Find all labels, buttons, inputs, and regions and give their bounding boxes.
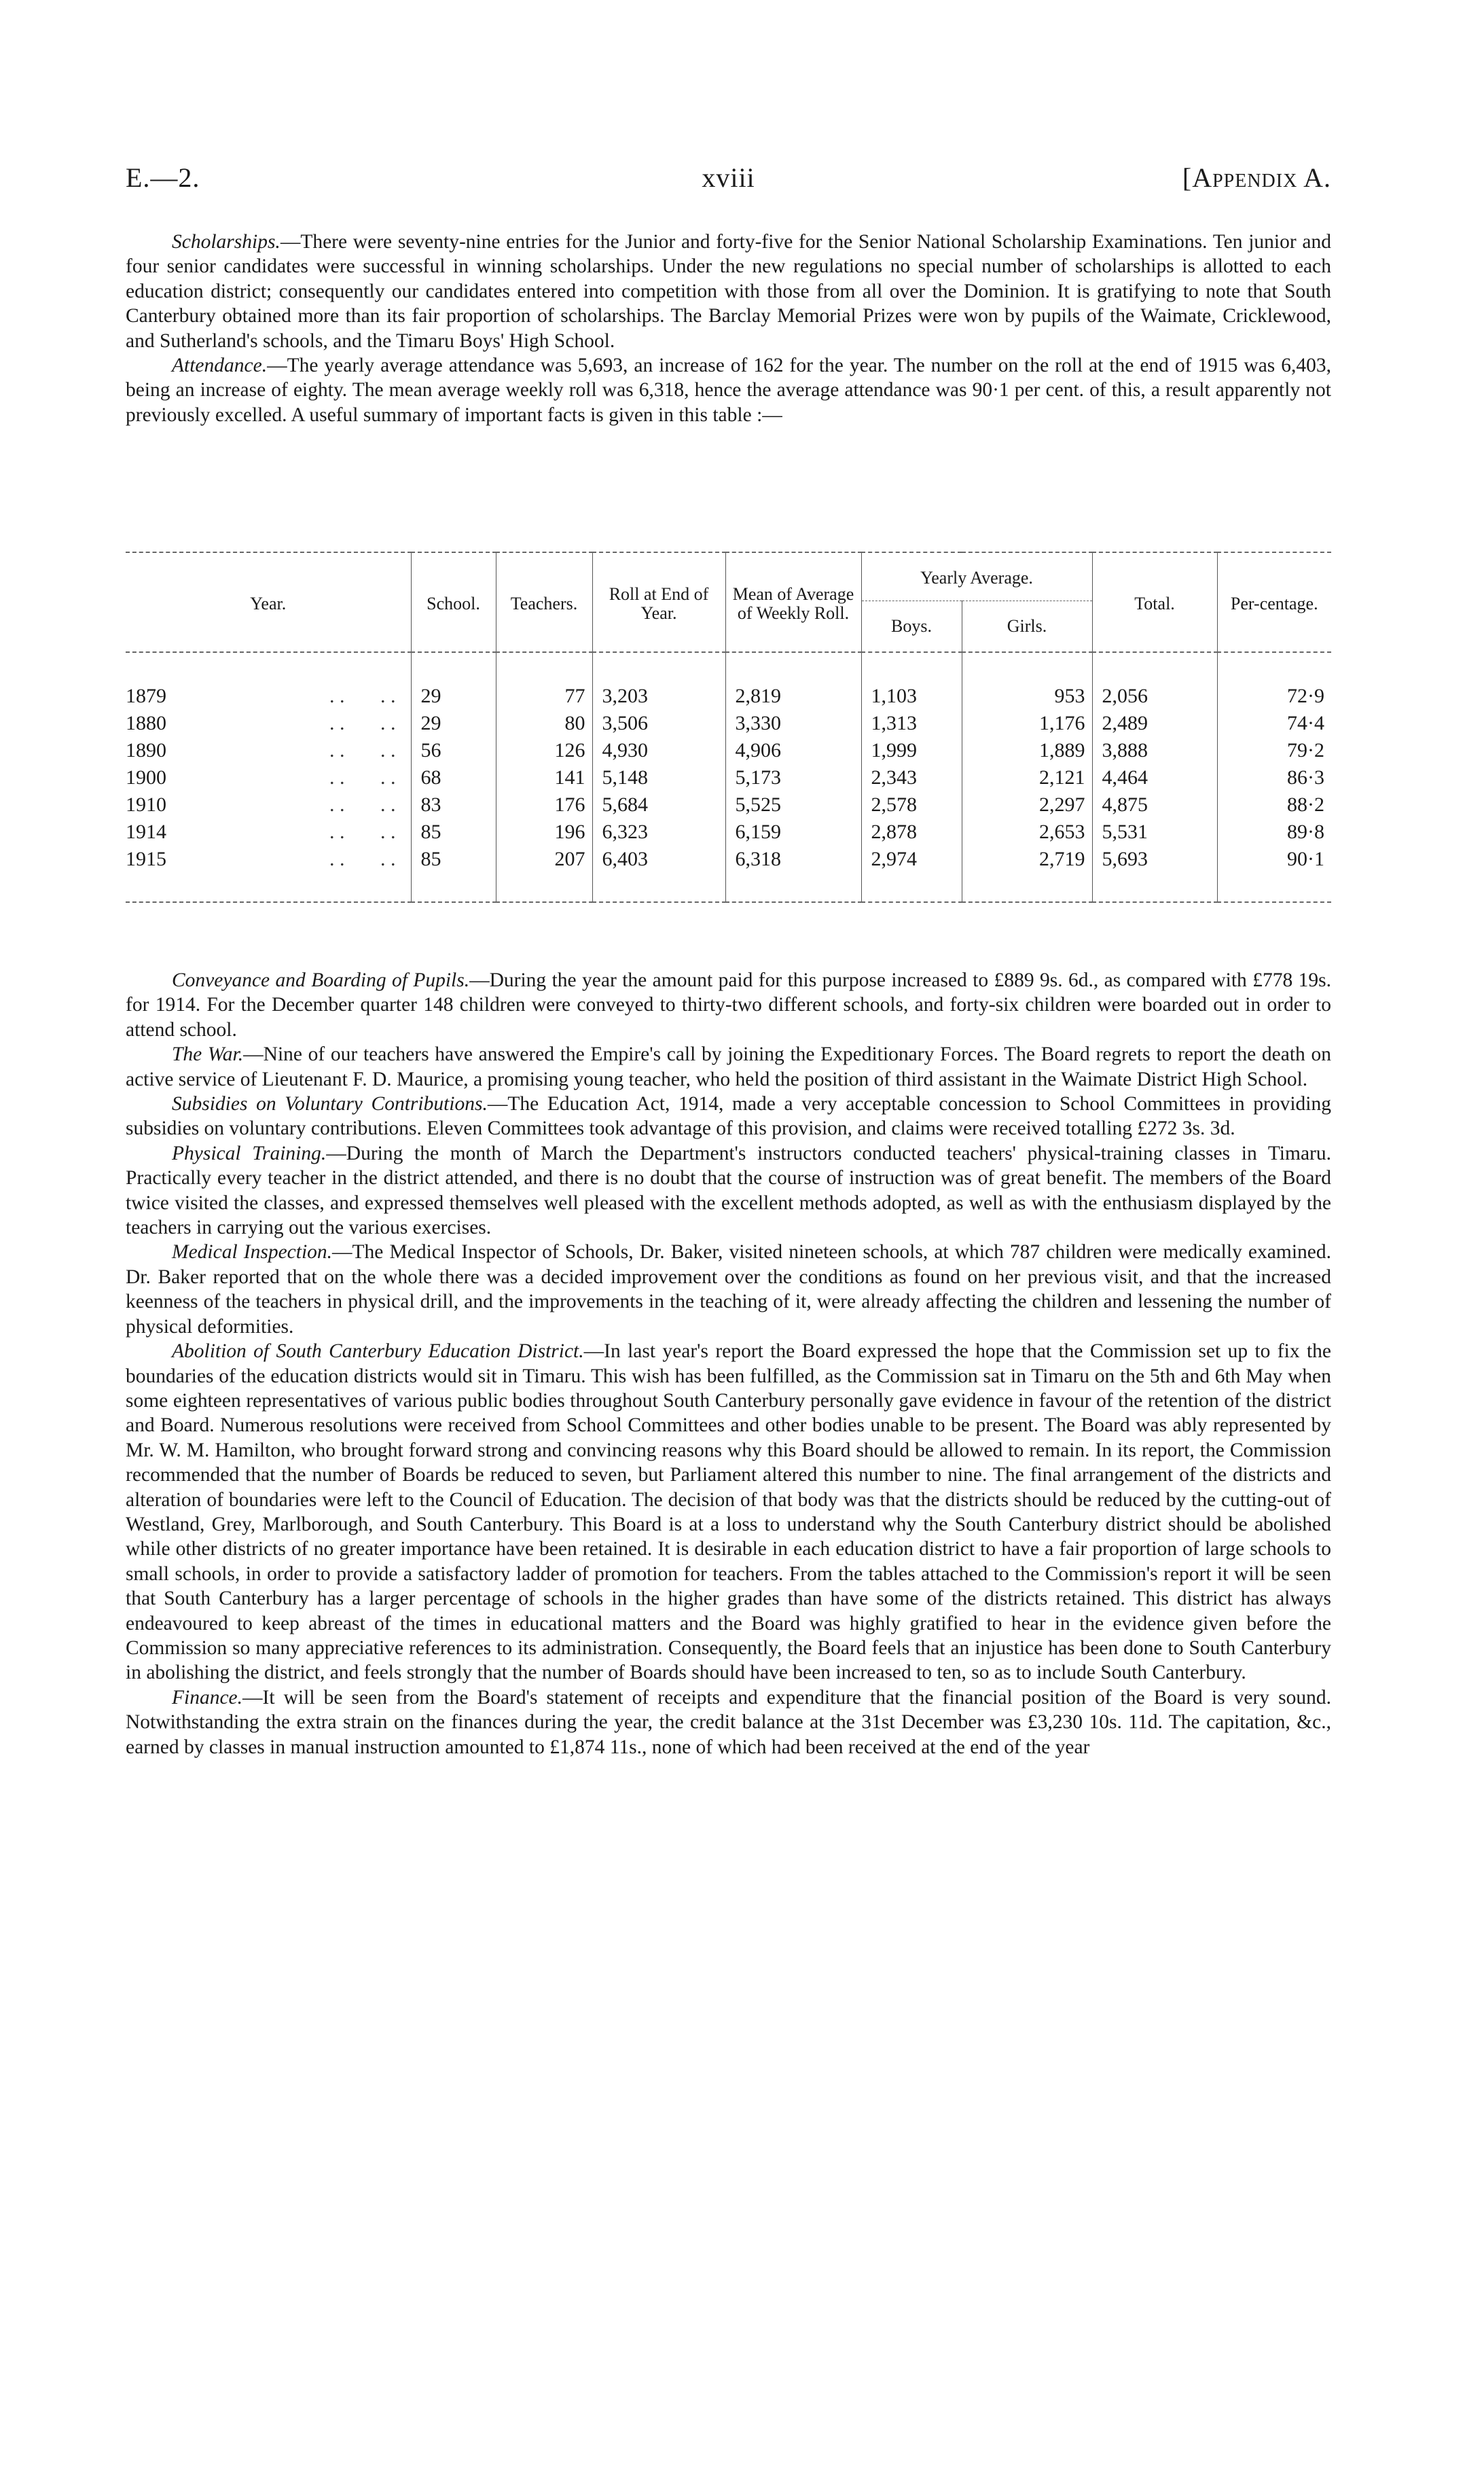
paragraph-title: Physical Training. <box>172 1142 327 1164</box>
cell-school: 83 <box>411 791 496 819</box>
year-value: 1879 <box>126 685 166 707</box>
cell-year <box>126 846 411 873</box>
dot-leader: . . . . <box>329 821 396 843</box>
cell-teachers: 196 <box>496 819 592 846</box>
table-row <box>126 710 1331 737</box>
cell-year <box>126 737 411 764</box>
cell-teachers: 176 <box>496 791 592 819</box>
year-value: 1914 <box>126 821 166 843</box>
cell-roll: 5,684 <box>592 791 725 819</box>
paragraph-body: —During the month of March the Department's instructors conducted teachers' physical-training classes in Timaru. Practically every teacher in the district attended, and there is no doubt that the course of instruction was of great benefit. The members of the Board twice visited the classes, and expressed themselves well pleased with the excellent methods adopted, as well as with the enthusiasm displayed by the teachers in carrying out the various exercises. <box>126 1142 1331 1239</box>
paragraph-title: Attendance. <box>172 355 268 377</box>
cell-mean: 5,173 <box>725 764 861 791</box>
cell-year <box>126 683 411 710</box>
year-value: 1915 <box>126 848 166 870</box>
paragraph-physical-training <box>126 1141 1331 1240</box>
paragraph-title: Conveyance and Boarding of Pupils. <box>172 969 470 991</box>
paragraph-body: —Nine of our teachers have answered the Empire's call by joining the Expeditionary Forces. The Board regrets to report the death on active service of Lieutenant F. D. Maurice, a promising young teacher, who held the position of third assistant in the Waimate District High School. <box>126 1043 1331 1090</box>
cell-school: 85 <box>411 846 496 873</box>
cell-boys: 1,313 <box>861 710 962 737</box>
paragraph-body: —The Education Act, 1914, made a very acceptable concession to School Committees in providing subsidies on voluntary contributions. Eleven Committees took advantage of this provision, and claims were received totalling £272 3s. 3d. <box>126 1093 1331 1140</box>
cell-total: 3,888 <box>1092 737 1217 764</box>
document-page <box>126 0 1331 2487</box>
table-row <box>126 737 1331 764</box>
year-value: 1910 <box>126 793 166 816</box>
cell-teachers: 126 <box>496 737 592 764</box>
cell-year <box>126 764 411 791</box>
cell-total: 2,489 <box>1092 710 1217 737</box>
attendance-table <box>126 552 1331 949</box>
cell-mean: 4,906 <box>725 737 861 764</box>
cell-roll: 6,323 <box>592 819 725 846</box>
table-end-spacer <box>126 873 1331 902</box>
paragraph-subsidies <box>126 1092 1331 1141</box>
cell-percentage: 90·1 <box>1217 846 1331 873</box>
cell-percentage: 88·2 <box>1217 791 1331 819</box>
col-header-percentage: Per-centage. <box>1217 552 1331 652</box>
cell-girls: 2,719 <box>962 846 1092 873</box>
table-row <box>126 791 1331 819</box>
paragraph-body: —There were seventy-nine entries for the Junior and forty-five for the Senior National Scholarship Examinations. Ten junior and four senior candidates were successful in winning scholarships. Under the new regulations no special number of scholarships is allotted to each education district; consequently our candidates entered into competition with those from all over the Dominion. It is gratifying to note that South Canterbury obtained more than its fair proportion of scholarships. The Barclay Memorial Prizes were won by pupils of the Waimate, Cricklewood, and Sutherland's schools, and the Timaru Boys' High School. <box>126 231 1331 352</box>
paragraph-body: —During the year the amount paid for this purpose increased to £889 9s. 6d., as compared with £778 19s. for 1914. For the December quarter 148 children were conveyed to thirty-two different schools, and forty-six children were boarded out in order to attend school. <box>126 969 1331 1041</box>
cell-boys: 1,103 <box>861 683 962 710</box>
year-value: 1880 <box>126 712 166 734</box>
top-paragraphs <box>126 230 1331 427</box>
col-header-year: Year. <box>250 593 287 613</box>
cell-school: 68 <box>411 764 496 791</box>
paragraph-war <box>126 1042 1331 1092</box>
paragraph-title: Abolition of South Canterbury Education District. <box>172 1340 584 1363</box>
col-header-girls: Girls. <box>962 601 1092 653</box>
cell-teachers: 141 <box>496 764 592 791</box>
table-row <box>126 764 1331 791</box>
col-header-teachers: Teachers. <box>496 552 592 652</box>
col-header-school: School. <box>411 552 496 652</box>
dot-leader: . . . . <box>329 712 396 734</box>
paragraph-body: —The Medical Inspector of Schools, Dr. Baker, visited nineteen schools, at which 787 children were medically examined. Dr. Baker reported that on the whole there was a decided improvement over the conditions as found on her previous visit, and that the increased keenness of the teachers in physical drill, and the improvements in the teaching of it, were already affecting the children and lessening the number of physical deformities. <box>126 1241 1331 1338</box>
paragraph-body: —The yearly average attendance was 5,693, an increase of 162 for the year. The number on the roll at the end of 1915 was 6,403, being an increase of eighty. The mean average weekly roll was 6,318, hence the average attendance was 90·1 per cent. of this, a result apparently not previously excelled. A useful summary of important facts is given in this table :— <box>126 355 1331 426</box>
paragraph-title: Scholarships. <box>172 231 280 253</box>
cell-boys: 2,878 <box>861 819 962 846</box>
col-header-yearly: Yearly Average. <box>861 552 1092 601</box>
cell-percentage: 89·8 <box>1217 819 1331 846</box>
cell-mean: 6,318 <box>725 846 861 873</box>
paragraph-scholarships <box>126 230 1331 353</box>
col-header-boys: Boys. <box>861 601 962 653</box>
paragraph-medical-inspection <box>126 1240 1331 1339</box>
col-header-roll: Roll at End of Year. <box>592 552 725 652</box>
cell-boys: 2,974 <box>861 846 962 873</box>
cell-mean: 3,330 <box>725 710 861 737</box>
cell-roll: 5,148 <box>592 764 725 791</box>
cell-teachers: 207 <box>496 846 592 873</box>
cell-total: 2,056 <box>1092 683 1217 710</box>
cell-mean: 6,159 <box>725 819 861 846</box>
cell-year <box>126 791 411 819</box>
paragraph-abolition <box>126 1339 1331 1685</box>
cell-mean: 2,819 <box>725 683 861 710</box>
table-row <box>126 846 1331 873</box>
page-number: xviii <box>702 162 755 193</box>
cell-girls: 2,653 <box>962 819 1092 846</box>
paragraph-body: —It will be seen from the Board's statement of receipts and expenditure that the financial position of the Board is very sound. Notwithstanding the extra strain on the finances during the year, the credit balance at the 31st December was £3,230 10s. 11d. The capitation, &c., earned by classes in manual instruction amounted to £1,874 11s., none of which had been received at the end of the year <box>126 1686 1331 1758</box>
cell-girls: 1,176 <box>962 710 1092 737</box>
col-header-mean: Mean of Average of Weekly Roll. <box>725 552 861 652</box>
paragraph-conveyance <box>126 968 1331 1042</box>
cell-total: 5,531 <box>1092 819 1217 846</box>
paragraph-title: Finance. <box>172 1686 243 1708</box>
cell-year <box>126 819 411 846</box>
paragraph-title: The War. <box>172 1043 244 1066</box>
year-value: 1890 <box>126 739 166 762</box>
header-appendix: [Appendix A. <box>1182 162 1331 193</box>
paragraph-attendance <box>126 353 1331 427</box>
cell-roll: 4,930 <box>592 737 725 764</box>
cell-percentage: 72·9 <box>1217 683 1331 710</box>
cell-girls: 953 <box>962 683 1092 710</box>
year-value: 1900 <box>126 766 166 789</box>
cell-teachers: 80 <box>496 710 592 737</box>
cell-roll: 6,403 <box>592 846 725 873</box>
bottom-paragraphs <box>126 968 1331 1759</box>
cell-school: 85 <box>411 819 496 846</box>
dot-leader: . . . . <box>329 848 396 870</box>
col-header-total: Total. <box>1092 552 1217 652</box>
cell-girls: 2,121 <box>962 764 1092 791</box>
paragraph-title: Medical Inspection. <box>172 1241 333 1264</box>
paragraph-finance <box>126 1685 1331 1759</box>
paragraph-body: —In last year's report the Board expressed the hope that the Commission set up to fix the boundaries of the education districts would sit in Timaru. This wish has been fulfilled, as the Commission sat in Timaru on the 5th and 6th May when some eighteen representatives of various public bodies throughout South Canterbury personally gave evidence in favour of the retention of the district and Board. Numerous resolutions were received from School Committees and other bodies unable to be present. The Board was ably represented by Mr. W. M. Hamilton, who brought forward strong and convincing reasons why this Board should be allowed to remain. In its report, the Commission recommended that the number of Boards be reduced to seven, but Parliament altered this number to nine. The final arrangement of the districts and alteration of boundaries were left to the Council of Education. The decision of that body was that the districts should be reduced by the cutting-out of Westland, Grey, Marlborough, and South Canterbury. This Board is at a loss to understand why the South Canterbury district should be abolished while other districts of no greater importance have been retained. It is desirable in each education district to have a fair proportion of large schools to small schools, in order to provide a satisfactory ladder of promotion for teachers. From the tables attached to the Commission's report it will be seen that South Canterbury has a larger percentage of schools in the higher grades than have some of the districts retained. This district has always endeavoured to keep abreast of the times in educational matters and the Board was highly gratified to hear in the evidence given before the Commission so many appreciative references to its administration. Consequently, the Board feels that an injustice has been done to South Canterbury in abolishing the district, and feels strongly that the number of Boards should have been increased to ten, so as to include South Canterbury. <box>126 1340 1331 1684</box>
cell-school: 56 <box>411 737 496 764</box>
table-row <box>126 683 1331 710</box>
cell-roll: 3,203 <box>592 683 725 710</box>
cell-boys: 2,343 <box>861 764 962 791</box>
cell-mean: 5,525 <box>725 791 861 819</box>
paragraph-title: Subsidies on Voluntary Contributions. <box>172 1093 488 1115</box>
cell-percentage: 74·4 <box>1217 710 1331 737</box>
cell-boys: 2,578 <box>861 791 962 819</box>
header-reference: E.—2. <box>126 162 200 193</box>
cell-total: 5,693 <box>1092 846 1217 873</box>
cell-percentage: 86·3 <box>1217 764 1331 791</box>
cell-teachers: 77 <box>496 683 592 710</box>
cell-girls: 1,889 <box>962 737 1092 764</box>
cell-school: 29 <box>411 710 496 737</box>
cell-year <box>126 710 411 737</box>
cell-boys: 1,999 <box>861 737 962 764</box>
dot-leader: . . . . <box>329 685 396 707</box>
dot-leader: . . . . <box>329 739 396 762</box>
cell-total: 4,875 <box>1092 791 1217 819</box>
cell-percentage: 79·2 <box>1217 737 1331 764</box>
dot-leader: . . . . <box>329 766 396 789</box>
cell-girls: 2,297 <box>962 791 1092 819</box>
table-row <box>126 819 1331 846</box>
dot-leader: . . . . <box>329 793 396 816</box>
table-body <box>126 652 1331 902</box>
cell-school: 29 <box>411 683 496 710</box>
running-header <box>126 162 1331 202</box>
cell-roll: 3,506 <box>592 710 725 737</box>
cell-total: 4,464 <box>1092 764 1217 791</box>
